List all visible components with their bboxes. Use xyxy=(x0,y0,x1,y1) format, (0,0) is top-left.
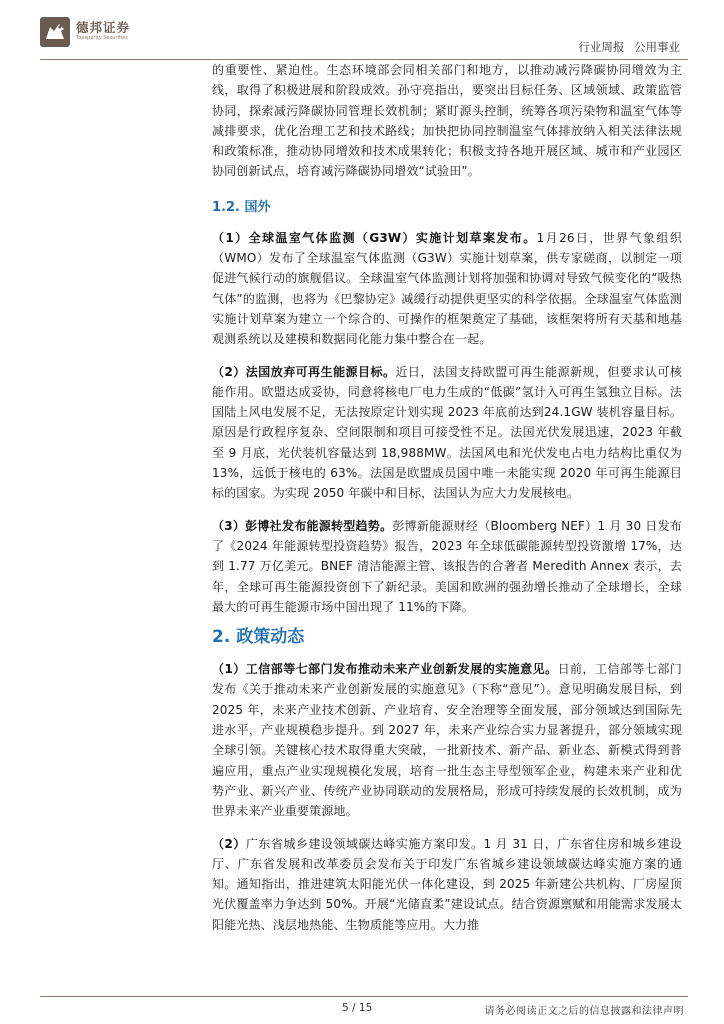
logo-name-cn: 德邦证券 xyxy=(76,20,131,35)
news-item xyxy=(212,362,682,504)
item-text: 日前，工信部等七部门发布《关于推动未来产业创新发展的实施意见》（下称“意见”）。意见明确发展目标，到 2025 年，未来产业技术创新、产业培育、安全治理等全面发展，部分领域达到国际先进水平，产业规模稳步提升。到 2027 年，未来产业综合实力显著提升，部分领域实现全球引领。关键核心技术取得重大突破，一批新技术、新产品、新业态、新模式得到普遍应用，重点产业实现规模化发展，培育一批生态主导型领军企业，构建未来产业和优势产业、新兴产业、传统产业协同联动的发展格局，形成可持续发展的长效机制，成为世界未来产业重要策源地。 xyxy=(212,662,682,819)
legal-disclaimer: 请务必阅读正文之后的信息披露和法律声明 xyxy=(484,1006,684,1017)
section-heading: 1.2. 国外 xyxy=(212,199,271,215)
page-number: 5 / 15 xyxy=(342,1002,373,1014)
news-item xyxy=(212,228,682,350)
footer-divider xyxy=(40,996,688,997)
item-title: 彭博社发布能源转型趋势。 xyxy=(245,518,393,533)
logo-icon xyxy=(40,17,70,47)
item-number: （2） xyxy=(212,364,246,379)
news-item xyxy=(212,659,682,821)
item-text: 近日，法国支持欧盟可再生能源新规，但要求认可核能作用。欧盟达成妥协，同意将核电厂电力生成的“低碳”氢计入可再生氢独立目标。法国陆上风电发展不足，无法按原定计划实现 2023 年底前达到24.1GW 装机容量目标。原因是行政程序复杂、空间限制和项目可接受性不足。法国光伏发展迅速，2023 年截至 9 月底，光伏装机容量达到 18,988MW。法国风电和光伏发电占电力结构比重仅为 13%，远低于核电的 63%。法国是欧盟成员国中唯一未能实现 2020 年可再生能源目标的国家。为实现 2050 年碳中和目标，法国认为应大力发展核电。 xyxy=(212,364,682,501)
item-title: 全球温室气体监测（G3W）实施计划草案发布。 xyxy=(248,230,537,245)
item-number: （3） xyxy=(212,518,246,533)
page-header xyxy=(0,0,724,62)
logo-name-en: Topsperity Securities xyxy=(76,35,128,41)
paragraph: 的重要性、紧迫性。生态环境部会同相关部门和地方，以推动减污降碳协同增效为主线，取得了积极进展和阶段成效。孙守亮指出，要突出目标任务、区域领域、政策监管协同，探索减污降碳协同管理长效机制；紧盯源头控制，统筹各项污染物和温室气体等减排要求，优化治理工艺和技术路线；加快把协同控制温室气体排放纳入相关法律法规和政策标准，推动协同增效和技术成果转化；积极支持各地开展区域、城市和产业园区协同创新试点，培育减污降碳协同增效“试验田”。 xyxy=(212,63,682,179)
item-title: 法国放弃可再生能源目标。 xyxy=(245,364,396,379)
section-heading: 2. 政策动态 xyxy=(212,627,305,648)
item-text: 1月26日，世界气象组织（WMO）发布了全球温室气体监测（G3W）实施计划草案，供专家磋商，以制定一项促进气候行动的旗舰倡议。全球温室气体监测计划将加强和协调对导致气候变化的“吸热气体”的监测，也将为《巴黎协定》减缓行动提供更坚实的科学依据。全球温室气体监测实施计划草案为建立一个综合的、可操作的框架奠定了基础，该框架将所有天基和地基观测系统以及建模和数据同化能力集中整合在一起。 xyxy=(212,230,682,347)
news-item xyxy=(212,516,682,617)
item-number: （2） xyxy=(212,836,246,851)
item-text: 广东省城乡建设领域碳达峰实施方案印发。1 月 31 日，广东省住房和城乡建设厅、广东省发展和改革委员会发布关于印发广东省城乡建设领域碳达峰实施方案的通知。通知指出，推进建筑太阳能光伏一体化建设，到 2025 年新建公共机构、厂房屋顶光伏覆盖率力争达到 50%。开展“光储直柔”建设试点。结合资源禀赋和用能需求发展太阳能光热、浅层地热能、生物质能等应用。大力推 xyxy=(212,836,682,932)
report-type: 行业周报 公用事业 xyxy=(578,40,680,54)
item-text: 彭博新能源财经（Bloomberg NEF）1 月 30 日发布了《2024 年能源转型投资趋势》报告，2023 年全球低碳能源转型投资激增 17%，达到 1.77 万亿美元。BNEF 清洁能源主管、该报告的合著者 Meredith Annex 表示，去年，全球可再生能源投资创下了新纪录。美国和欧洲的强劲增长推动了全球增长，全球最大的可再生能源市场中国出现了 11%的下降。 xyxy=(212,518,682,614)
company-logo xyxy=(40,17,170,47)
item-number: （1） xyxy=(212,230,249,245)
news-item xyxy=(212,834,682,935)
main-content xyxy=(212,60,682,935)
page-footer xyxy=(0,990,724,1024)
item-title: 工信部等七部门发布推动未来产业创新发展的实施意见。 xyxy=(245,662,558,677)
item-number: （1） xyxy=(212,662,246,677)
